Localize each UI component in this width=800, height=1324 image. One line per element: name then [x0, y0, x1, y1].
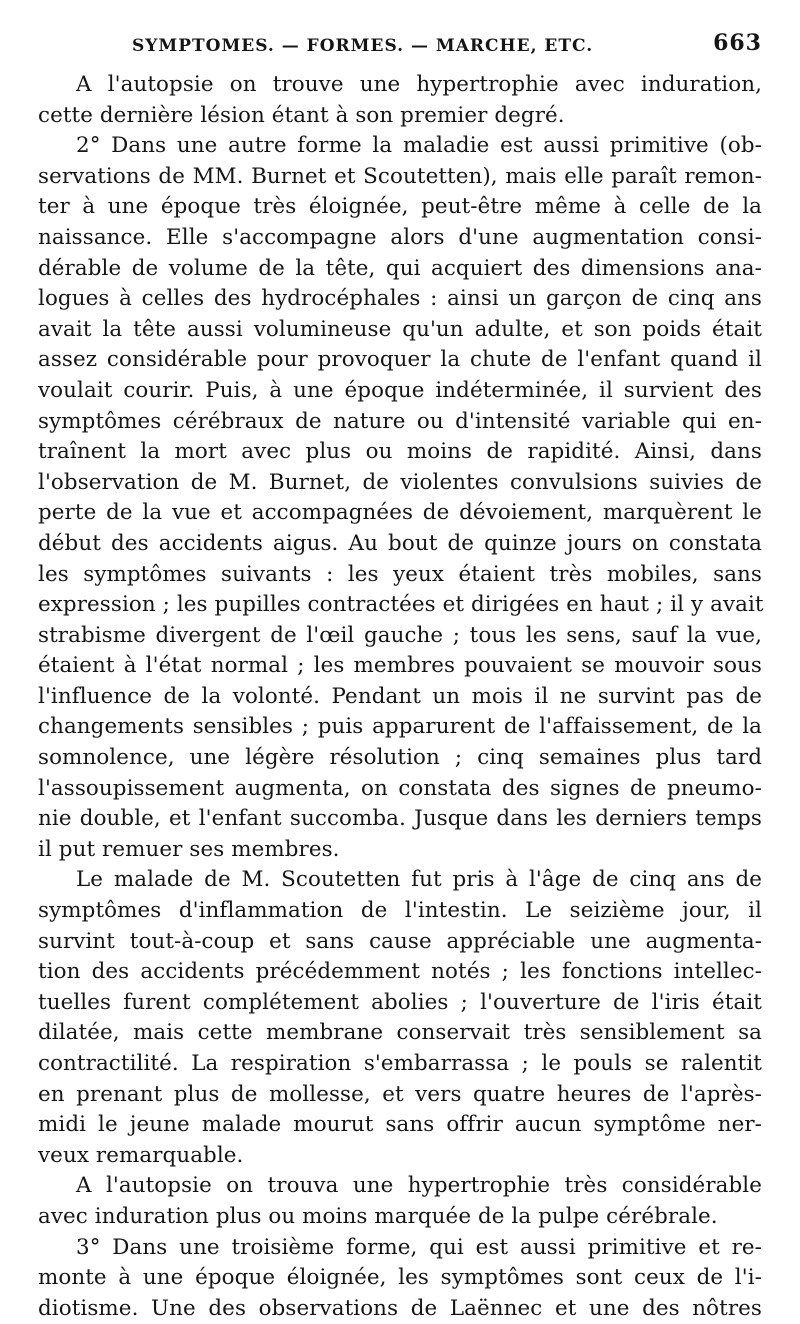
- text-line: assez considérable pour provoquer la chute de l'enfant quand il: [38, 347, 762, 373]
- running-header: [38, 30, 762, 70]
- book-page: [38, 30, 764, 1321]
- text-line: logues à celles des hydrocéphales : ainsi un garçon de cinq ans: [38, 286, 762, 312]
- text-line: nie double, et l'enfant succomba. Jusque dans les derniers temps: [38, 806, 762, 832]
- text-line: naissance. Elle s'accompagne alors d'une augmentation consi-: [38, 224, 762, 250]
- text-line: cette dernière lésion étant à son premier degré.: [38, 102, 565, 128]
- text-line: voulait courir. Puis, à une époque indéterminée, il survient des: [38, 377, 762, 403]
- text-line: début des accidents aigus. Au bout de quinze jours on constata: [38, 530, 762, 556]
- text-line: l'assoupissement augmenta, on constata des signes de pneumo-: [38, 775, 762, 801]
- text-line: A l'autopsie on trouva une hypertrophie très considérable: [76, 1173, 762, 1199]
- text-line: tion des accidents précédemment notés ; les fonctions intellec-: [38, 959, 762, 985]
- text-line: A l'autopsie on trouve une hypertrophie avec induration,: [76, 72, 762, 97]
- text-line: veux remarquable.: [38, 1142, 244, 1168]
- text-line: tuelles furent complétement abolies ; l'ouverture de l'iris était: [38, 989, 762, 1015]
- text-line: strabisme divergent de l'œil gauche ; tous les sens, sauf la vue,: [38, 622, 762, 648]
- text-line: en prenant plus de mollesse, et vers quatre heures de l'après-: [38, 1081, 762, 1107]
- text-line: perte de la vue et accompagnées de dévoiement, marquèrent le: [38, 500, 762, 526]
- body-text: [38, 70, 762, 1324]
- text-line: expression ; les pupilles contractées et dirigées en haut ; il y avait: [38, 592, 764, 618]
- text-line: changements sensibles ; puis apparurent de l'affaissement, de la: [38, 714, 762, 740]
- text-line: avait la tête aussi volumineuse qu'un adulte, et son poids était: [38, 316, 762, 342]
- page-number: 663: [713, 30, 762, 56]
- paragraph: [38, 1233, 762, 1324]
- text-line: somnolence, une légère résolution ; cinq semaines plus tard: [38, 745, 762, 771]
- text-line: étaient à l'état normal ; les membres pouvaient se mouvoir sous: [38, 653, 762, 679]
- text-line: les symptômes suivants : les yeux étaient très mobiles, sans: [38, 561, 762, 587]
- text-line: 2° Dans une autre forme la maladie est aussi primitive (ob-: [76, 133, 762, 159]
- text-line: diotisme. Une des observations de Laënnec et une des nôtres: [38, 1295, 762, 1321]
- paragraph: [38, 70, 762, 131]
- text-line: traînent la mort avec plus ou moins de rapidité. Ainsi, dans: [38, 439, 762, 465]
- text-line: 3° Dans une troisième forme, qui est aussi primitive et re-: [76, 1234, 762, 1260]
- text-line: ter à une époque très éloignée, peut-être même à celle de la: [38, 194, 762, 220]
- paragraph: [38, 131, 762, 865]
- text-line: avec induration plus ou moins marquée de la pulpe cérébrale.: [38, 1203, 718, 1229]
- text-line: l'observation de M. Burnet, de violentes convulsions suivies de: [38, 469, 762, 495]
- text-line: l'influence de la volonté. Pendant un mois il ne survint pas de: [38, 683, 762, 709]
- text-line: contractilité. La respiration s'embarrassa ; le pouls se ralentit: [38, 1051, 762, 1076]
- text-line: servations de MM. Burnet et Scoutetten), mais elle paraît remon-: [38, 163, 762, 189]
- text-line: symptômes d'inflammation de l'intestin. Le seizième jour, il: [38, 898, 762, 924]
- text-line: monte à une époque éloignée, les symptômes sont ceux de l'i-: [38, 1265, 762, 1291]
- text-line: il put remuer ses membres.: [38, 836, 340, 862]
- text-line: dérable de volume de la tête, qui acquiert des dimensions ana-: [38, 255, 762, 281]
- running-head: SYMPTOMES. — FORMES. — MARCHE, ETC.: [132, 36, 594, 56]
- text-line: symptômes cérébraux de nature ou d'intensité variable qui en-: [38, 408, 762, 434]
- text-line: dilatée, mais cette membrane conservait très sensiblement sa: [38, 1020, 762, 1046]
- paragraph: [38, 865, 762, 1171]
- text-line: survint tout-à-coup et sans cause appréciable une augmenta-: [38, 928, 762, 954]
- text-line: midi le jeune malade mourut sans offrir aucun symptôme ner-: [38, 1112, 762, 1138]
- paragraph: [38, 1171, 762, 1232]
- text-line: Le malade de M. Scoutetten fut pris à l'âge de cinq ans de: [76, 867, 762, 893]
